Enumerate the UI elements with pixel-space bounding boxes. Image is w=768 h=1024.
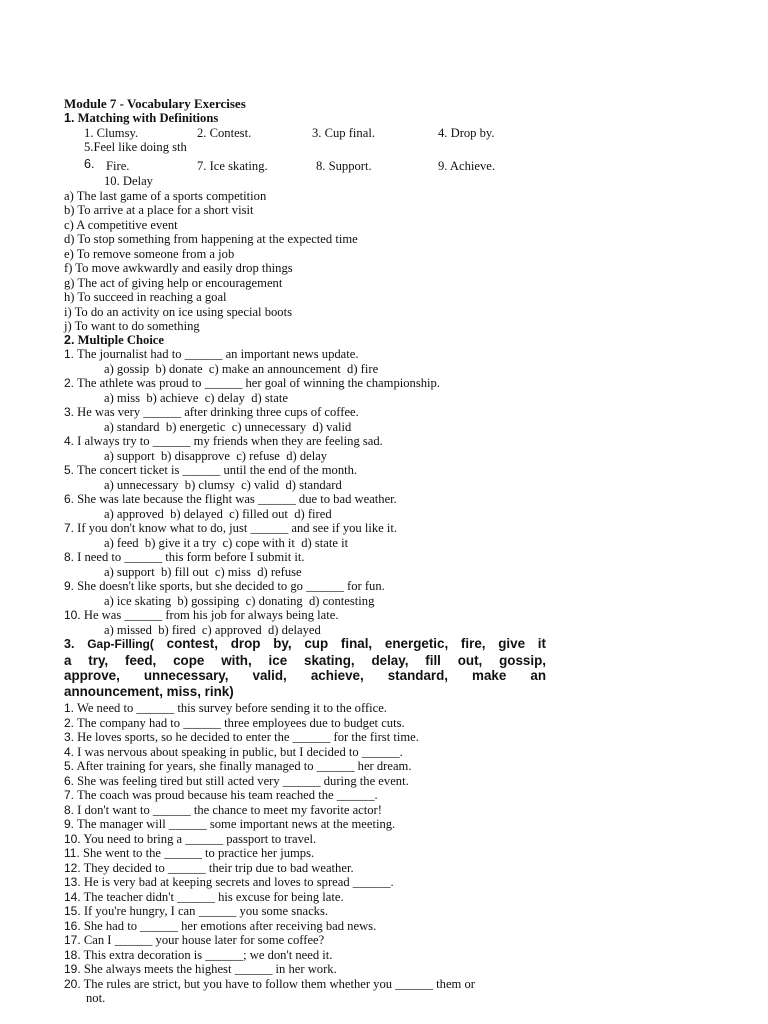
section1-heading <box>64 111 218 125</box>
mc-options: a) ice skating b) gossiping c) donating d) contesting <box>104 594 375 608</box>
gap-sentence: 18. This extra decoration is ______; we don't need it. <box>64 948 333 962</box>
definition-e: e) To remove someone from a job <box>64 247 235 261</box>
definition-i: i) To do an activity on ice using special boots <box>64 305 292 319</box>
mc-question: 2. The athlete was proud to ______ her goal of winning the championship. <box>64 376 440 390</box>
gap-sentence: 16. She had to ______ her emotions after receiving bad news. <box>64 919 377 933</box>
section1-title: Matching with Definitions <box>77 111 219 125</box>
gap-sentence: 13. He is very bad at keeping secrets and loves to spread ______. <box>64 875 394 889</box>
gap-sentence: 19. She always meets the highest ______ in her work. <box>64 962 337 976</box>
section2-number: 2. <box>64 333 75 347</box>
mc-question: 3. He was very ______ after drinking three cups of coffee. <box>64 405 359 419</box>
word-1: 1. Clumsy. <box>84 126 139 140</box>
definition-h: h) To succeed in reaching a goal <box>64 290 227 304</box>
word-6: Fire. <box>106 159 130 173</box>
section3-heading <box>64 636 546 699</box>
word-bank-line-3: approve, unnecessary, valid, achieve, standard, make an <box>64 668 546 684</box>
gap-sentence: 8. I don't want to ______ the chance to meet my favorite actor! <box>64 803 382 817</box>
word-bank-line-1: contest, drop by, cup final, energetic, fire, give it <box>166 636 546 651</box>
gap-sentence: 14. The teacher didn't ______ his excuse for being late. <box>64 890 344 904</box>
mc-question: 7. If you don't know what to do, just ______ and see if you like it. <box>64 521 398 535</box>
gap-sentence: 12. They decided to ______ their trip due to bad weather. <box>64 861 354 875</box>
section2-heading <box>64 333 164 347</box>
mc-options: a) support b) fill out c) miss d) refuse <box>104 565 302 579</box>
mc-question: 10. He was ______ from his job for always being late. <box>64 608 339 622</box>
mc-question: 4. I always try to ______ my friends when they are feeling sad. <box>64 434 383 448</box>
gap-sentence: 15. If you're hungry, I can ______ you some snacks. <box>64 904 329 918</box>
mc-options: a) approved b) delayed c) filled out d) fired <box>104 507 332 521</box>
gap-sentence: 2. The company had to ______ three employees due to budget cuts. <box>64 716 405 730</box>
mc-options: a) feed b) give it a try c) cope with it d) state it <box>104 536 349 550</box>
mc-options: a) miss b) achieve c) delay d) state <box>104 391 288 405</box>
mc-options: a) unnecessary b) clumsy c) valid d) standard <box>104 478 342 492</box>
word-9: 9. Achieve. <box>438 159 496 173</box>
definition-g: g) The act of giving help or encouragement <box>64 276 283 290</box>
page-title: Module 7 - Vocabulary Exercises <box>64 96 246 111</box>
mc-question: 6. She was late because the flight was ______ due to bad weather. <box>64 492 397 506</box>
section1-number: 1. <box>64 111 75 125</box>
word-2: 2. Contest. <box>197 126 252 140</box>
word-3: 3. Cup final. <box>312 126 375 140</box>
mc-options: a) standard b) energetic c) unnecessary d) valid <box>104 420 352 434</box>
definition-a: a) The last game of a sports competition <box>64 189 267 203</box>
gap-sentence: 11. She went to the ______ to practice her jumps. <box>64 846 315 860</box>
gap-sentence: 1. We need to ______ this survey before sending it to the office. <box>64 701 387 715</box>
definition-c: c) A competitive event <box>64 218 178 232</box>
mc-options: a) support b) disapprove c) refuse d) delay <box>104 449 328 463</box>
word-6-number: 6. <box>84 157 95 171</box>
definition-j: j) To want to do something <box>64 319 200 333</box>
gap-sentence: 20. The rules are strict, but you have to follow them whether you ______ them or <box>64 977 475 991</box>
gap-sentence: 7. The coach was proud because his team reached the ______. <box>64 788 378 802</box>
mc-question: 5. The concert ticket is ______ until the end of the month. <box>64 463 358 477</box>
definition-d: d) To stop something from happening at the expected time <box>64 232 358 246</box>
definition-b: b) To arrive at a place for a short visit <box>64 203 254 217</box>
section3-title: Gap-Filling( <box>87 637 154 651</box>
word-bank-line-2: a try, feed, cope with, ice skating, delay, fill out, gossip, <box>64 652 546 668</box>
section3-number: 3. <box>64 637 75 651</box>
word-bank-line-4: announcement, miss, rink) <box>64 683 234 699</box>
gap-sentence: 17. Can I ______ your house later for some coffee? <box>64 933 325 947</box>
section2-title: Multiple Choice <box>77 333 164 347</box>
gap-sentence: 5. After training for years, she finally managed to ______ her dream. <box>64 759 412 773</box>
gap-sentence: 3. He loves sports, so he decided to enter the ______ for the first time. <box>64 730 419 744</box>
gap-sentence: 4. I was nervous about speaking in public, but I decided to ______. <box>64 745 403 759</box>
word-8: 8. Support. <box>316 159 372 173</box>
gap-sentence: 6. She was feeling tired but still acted very ______ during the event. <box>64 774 409 788</box>
gap-sentence-continuation: not. <box>86 991 106 1005</box>
mc-question: 1. The journalist had to ______ an important news update. <box>64 347 359 361</box>
word-5: 5.Feel like doing sth <box>84 140 187 154</box>
word-7: 7. Ice skating. <box>197 159 268 173</box>
word-10: 10. Delay <box>104 174 153 188</box>
gap-sentence: 10. You need to bring a ______ passport to travel. <box>64 832 317 846</box>
mc-question: 9. She doesn't like sports, but she decided to go ______ for fun. <box>64 579 385 593</box>
gap-sentence: 9. The manager will ______ some important news at the meeting. <box>64 817 396 831</box>
mc-question: 8. I need to ______ this form before I submit it. <box>64 550 305 564</box>
mc-options: a) missed b) fired c) approved d) delayed <box>104 623 321 637</box>
word-4: 4. Drop by. <box>438 126 495 140</box>
mc-options: a) gossip b) donate c) make an announcement d) fire <box>104 362 379 376</box>
definition-f: f) To move awkwardly and easily drop things <box>64 261 293 275</box>
